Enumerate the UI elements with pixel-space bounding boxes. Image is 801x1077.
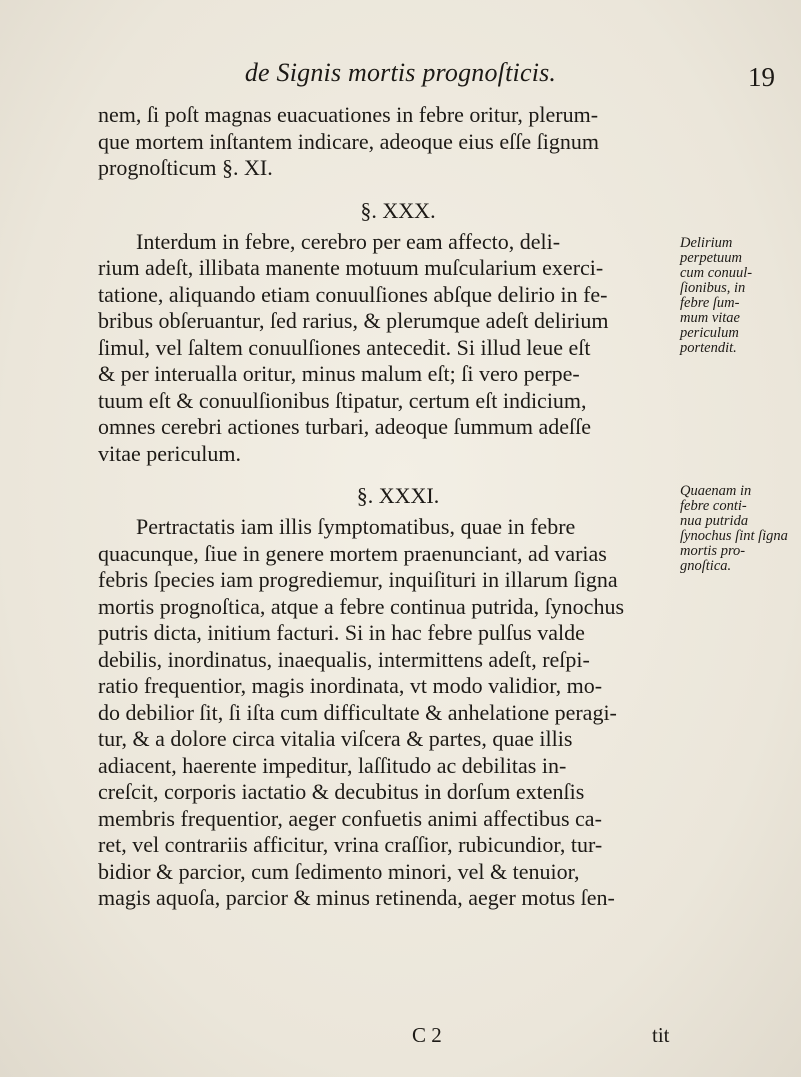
text-line: rium adeſt, illibata manente motuum muſcularium exerci- <box>98 255 604 280</box>
text-line: putris dicta, initium facturi. Si in hac febre pulſus valde <box>98 620 585 645</box>
text-line: tatione, aliquando etiam conuulſiones abſque delirio in fe- <box>98 281 608 307</box>
margin-line: febre ſum- <box>680 295 740 311</box>
catchword: tit <box>652 1023 670 1047</box>
margin-line: Quaenam in <box>680 483 752 499</box>
margin-line: nua putrida <box>680 513 749 529</box>
text-line: mortis prognoſtica, atque a febre continua putrida, ſynochus <box>98 593 625 619</box>
signature-mark: C 2 <box>412 1023 442 1047</box>
text-line: Interdum in febre, cerebro per eam affecto, deli- <box>136 228 561 254</box>
text-line: vitae periculum. <box>98 440 241 466</box>
margin-line: periculum <box>680 325 739 341</box>
margin-line: perpetuum <box>680 250 743 266</box>
margin-line: gnoſtica. <box>680 558 732 574</box>
text-line: ſimul, vel ſaltem conuulſiones antecedit. Si illud leue eſt <box>98 334 591 360</box>
text-line: febris ſpecies iam progrediemur, inquiſituri in illarum ſigna <box>98 567 618 592</box>
section-heading-xxx: §. XXX. <box>360 197 436 223</box>
margin-line: febre conti- <box>680 498 747 514</box>
text-line: quacunque, ſiue in genere mortem praenunciant, ad varias <box>98 540 607 566</box>
text-line: bidior & parcior, cum ſedimento minori, vel & tenuior, <box>98 858 580 884</box>
margin-note-synochus <box>680 484 801 574</box>
text-line: debilis, inordinatus, inaequalis, intermittens adeſt, reſpi- <box>98 646 590 672</box>
text-line: bribus obſeruantur, ſed rarius, & plerumque adeſt delirium <box>98 308 609 333</box>
text-line: prognoſticum §. XI. <box>98 155 273 180</box>
main-text <box>98 102 698 912</box>
text-line: Pertractatis iam illis ſymptomatibus, quae in febre <box>136 514 576 539</box>
margin-line: ſynochus ſint ſigna <box>680 528 788 544</box>
margin-line: mortis pro- <box>680 543 746 559</box>
text-line: & per interualla oritur, minus malum eſt; ſi vero perpe- <box>98 361 580 386</box>
text-line: que mortem inſtantem indicare, adeoque eius eſſe ſignum <box>98 128 599 154</box>
text-line: membris frequentior, aeger confuetis animi affectibus ca- <box>98 805 602 831</box>
text-line: ratio frequentior, magis inordinata, vt modo validior, mo- <box>98 673 603 698</box>
margin-line: mum vitae <box>680 310 740 326</box>
text-line: tur, & a dolore circa vitalia viſcera & partes, quae illis <box>98 726 573 751</box>
section-heading-xxxi: §. XXXI. <box>356 483 440 508</box>
text-line: magis aquoſa, parcior & minus retinenda, aeger motus ſen- <box>98 885 615 910</box>
text-line: ret, vel contrariis afficitur, vrina craſſior, rubicundior, tur- <box>98 832 603 857</box>
margin-line: Delirium <box>680 235 733 251</box>
page-header <box>0 58 801 98</box>
margin-note-delirium <box>680 236 801 356</box>
text-line: tuum eſt & conuulſionibus ſtipatur, certum eſt indicium, <box>98 387 587 413</box>
text-line: creſcit, corporis iactatio & decubitus in dorſum extenſis <box>98 779 585 804</box>
page-number: 19 <box>748 62 775 92</box>
text-line: nem, ſi poſt magnas euacuationes in febre oritur, plerum- <box>98 102 599 127</box>
margin-line: cum conuul- <box>680 265 753 281</box>
text-line: adiacent, haerente impeditur, laſſitudo ac debilitas in- <box>98 752 567 778</box>
text-line: do debilior ſit, ſi iſta cum difficultate & anhelatione peragi- <box>98 699 617 725</box>
margin-line: ſionibus, in <box>680 280 746 296</box>
text-line: omnes cerebri actiones turbari, adeoque ſummum adeſſe <box>98 414 591 439</box>
running-head: de Signis mortis prognoſticis. <box>244 58 557 87</box>
margin-line: portendit. <box>680 340 737 356</box>
